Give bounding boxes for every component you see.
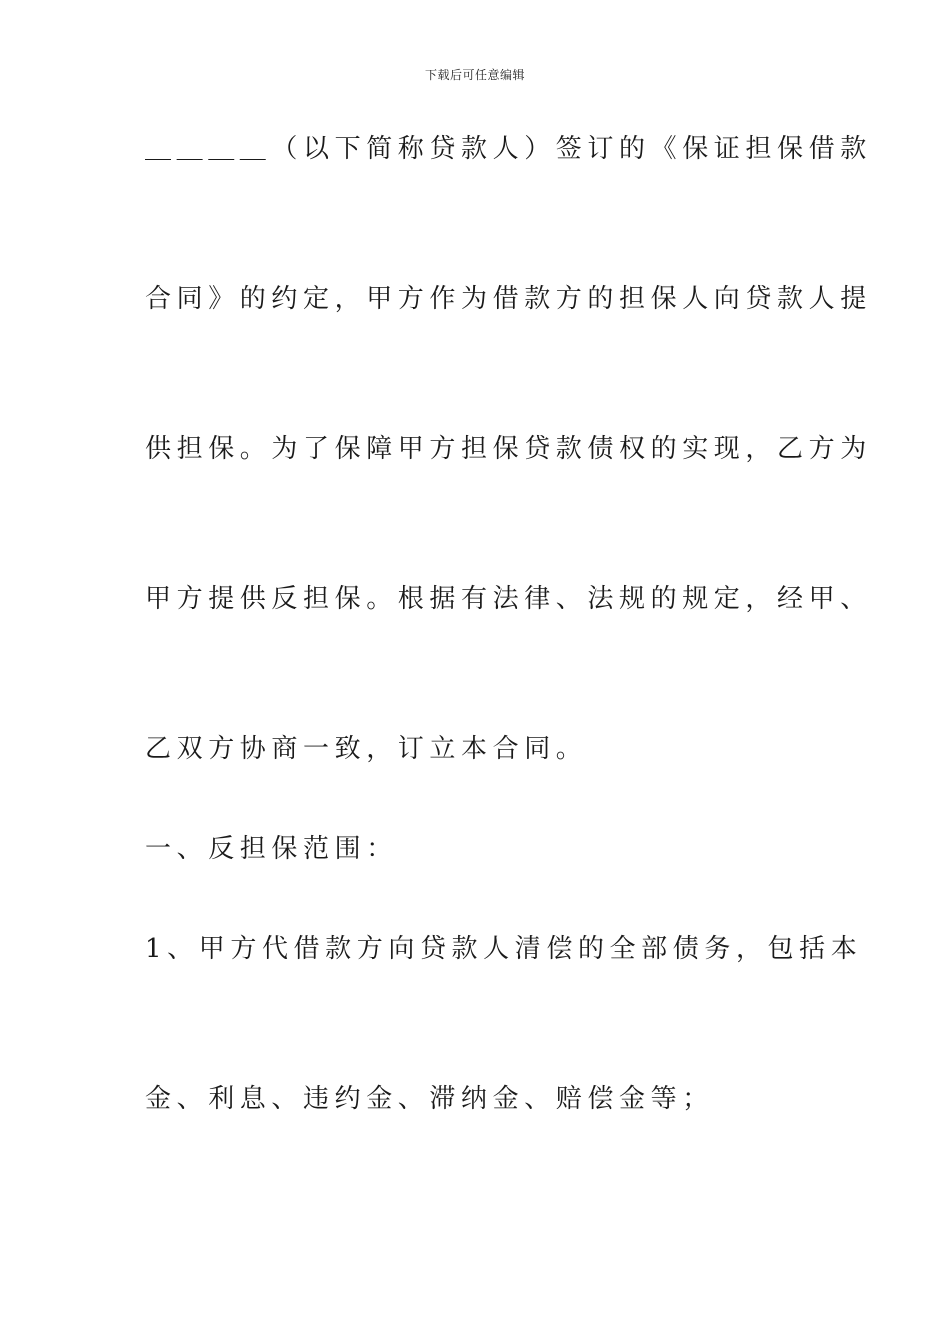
paragraph-line-5: 乙双方协商一致，订立本合同。 (145, 734, 588, 764)
paragraph-line-2: 合同》的约定，甲方作为借款方的担保人向贷款人提 (145, 284, 872, 314)
clause-1-line-1: 1、甲方代借款方向贷款人清偿的全部债务，包括本 (145, 934, 863, 964)
paragraph-line-3: 供担保。为了保障甲方担保贷款债权的实现，乙方为 (145, 434, 872, 464)
section-heading-scope: 一、反担保范围： (145, 834, 398, 864)
clause-1-line-2: 金、利息、违约金、滞纳金、赔偿金等； (145, 1084, 714, 1114)
paragraph-line-4: 甲方提供反担保。根据有法律、法规的规定，经甲、 (145, 584, 872, 614)
paragraph-line-1: ＿＿＿＿（以下简称贷款人）签订的《保证担保借款 (145, 134, 872, 164)
page-header-note: 下载后可任意编辑 (424, 68, 525, 82)
